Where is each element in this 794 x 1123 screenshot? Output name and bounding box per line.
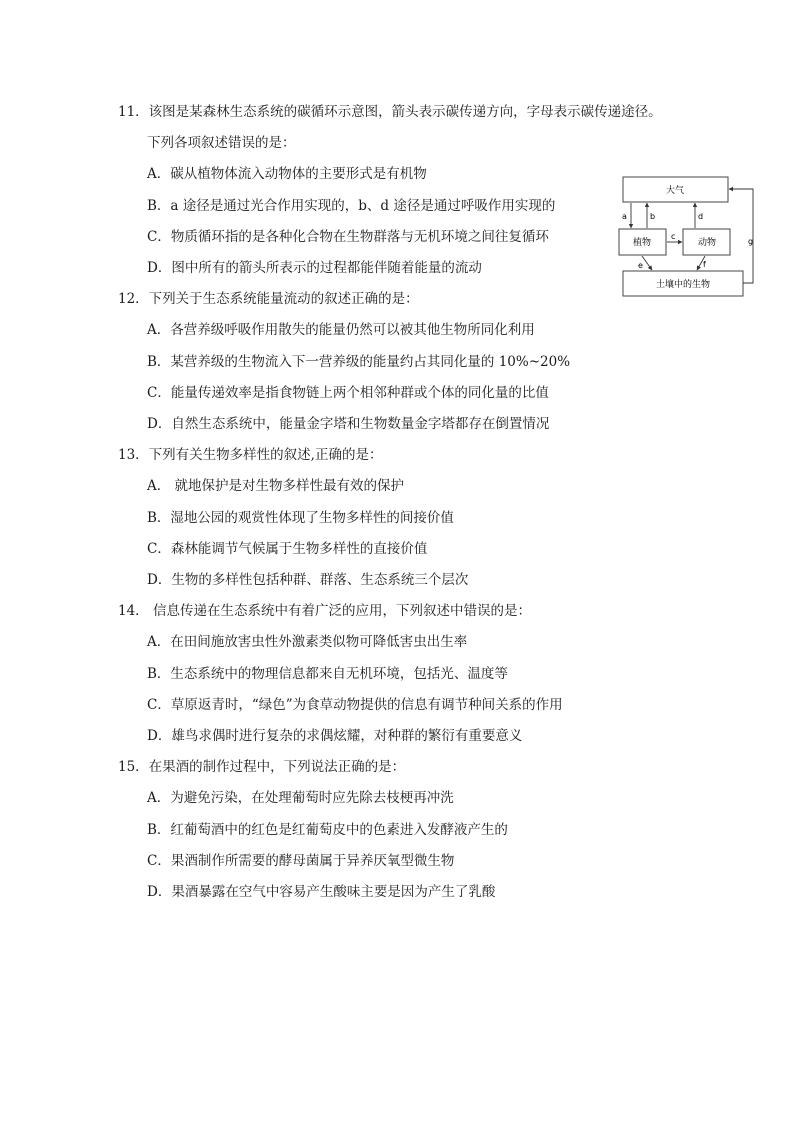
question-15-option-c: C．果酒制作所需要的酵母菌属于异养厌氧型微生物 — [147, 853, 455, 869]
question-15-option-a: A．为避免污染，在处理葡萄时应先除去枝梗再冲洗 — [147, 790, 454, 806]
question-14-option-a: A．在田间施放害虫性外激素类似物可降低害虫出生率 — [147, 634, 468, 650]
edge-f-label: f — [703, 260, 706, 269]
question-15-option-b: B．红葡萄酒中的红色是红葡萄皮中的色素进入发酵液产生的 — [147, 822, 508, 838]
question-11-stem-2: 下列各项叙述错误的是： — [147, 135, 296, 151]
atmosphere-label: 大气 — [665, 186, 685, 196]
carbon-cycle-svg — [612, 172, 758, 304]
question-11-option-a: A．碳从植物体流入动物体的主要形式是有机物 — [147, 166, 427, 182]
carbon-cycle-diagram — [612, 172, 758, 304]
question-12-option-d: D．自然生态系统中，能量金字塔和生物数量金字塔都存在倒置情况 — [147, 416, 550, 432]
question-14-option-b: B．生态系统中的物理信息都来自无机环境，包括光、温度等 — [147, 666, 508, 682]
question-13-option-d: D．生物的多样性包括种群、群落、生态系统三个层次 — [147, 572, 469, 588]
animal-label: 动物 — [697, 238, 717, 248]
question-14-option-d: D．雄鸟求偶时进行复杂的求偶炫耀，对种群的繁衍有重要意义 — [147, 728, 523, 744]
question-11-stem: 11．该图是某森林生态系统的碳循环示意图，箭头表示碳传递方向，字母表示碳传递途径。 — [118, 104, 662, 120]
question-12-stem: 12．下列关于生态系统能量流动的叙述正确的是： — [118, 291, 419, 307]
question-11-option-c: C．物质循环指的是各种化合物在生物群落与无机环境之间往复循环 — [147, 229, 549, 245]
edge-g-arrow — [729, 189, 753, 283]
question-12-option-b: B．某营养级的生物流入下一营养级的能量约占其同化量的 10%~20% — [147, 354, 571, 370]
question-15-option-d: D．果酒暴露在空气中容易产生酸味主要是因为产生了乳酸 — [147, 884, 496, 900]
question-11-option-d: D．图中所有的箭头所表示的过程都能伴随着能量的流动 — [147, 260, 482, 276]
edge-g-label: g — [748, 237, 754, 246]
question-13-stem: 13．下列有关生物多样性的叙述,正确的是： — [118, 447, 383, 463]
edge-d-label: d — [698, 212, 704, 221]
soil-organisms-label: 土壤中的生物 — [655, 280, 711, 290]
question-14-option-c: C．草原返青时，“绿色”为食草动物提供的信息有调节种间关系的作用 — [147, 697, 563, 713]
question-12-option-c: C．能量传递效率是指食物链上两个相邻种群或个体的同化量的比值 — [147, 385, 549, 401]
plant-label: 植物 — [632, 238, 652, 248]
edge-a-label: a — [622, 212, 627, 221]
question-13-option-b: B．湿地公园的观赏性体现了生物多样性的间接价值 — [147, 510, 454, 526]
question-13-option-a: A． 就地保护是对生物多样性最有效的保护 — [147, 478, 405, 494]
edge-b-label: b — [650, 212, 656, 221]
question-15-stem: 15．在果酒的制作过程中，下列说法正确的是： — [118, 759, 406, 775]
edge-e-arrow — [642, 256, 652, 270]
edge-c-label: c — [671, 232, 676, 241]
question-11-option-b: B．a 途径是通过光合作用实现的，b、d 途径是通过呼吸作用实现的 — [147, 198, 556, 214]
question-13-option-c: C．森林能调节气候属于生物多样性的直接价值 — [147, 541, 428, 557]
question-14-stem: 14． 信息传递在生态系统中有着广泛的应用，下列叙述中错误的是： — [118, 603, 531, 619]
edge-e-label: e — [638, 261, 643, 270]
question-12-option-a: A．各营养级呼吸作用散失的能量仍然可以被其他生物所同化利用 — [147, 322, 535, 338]
